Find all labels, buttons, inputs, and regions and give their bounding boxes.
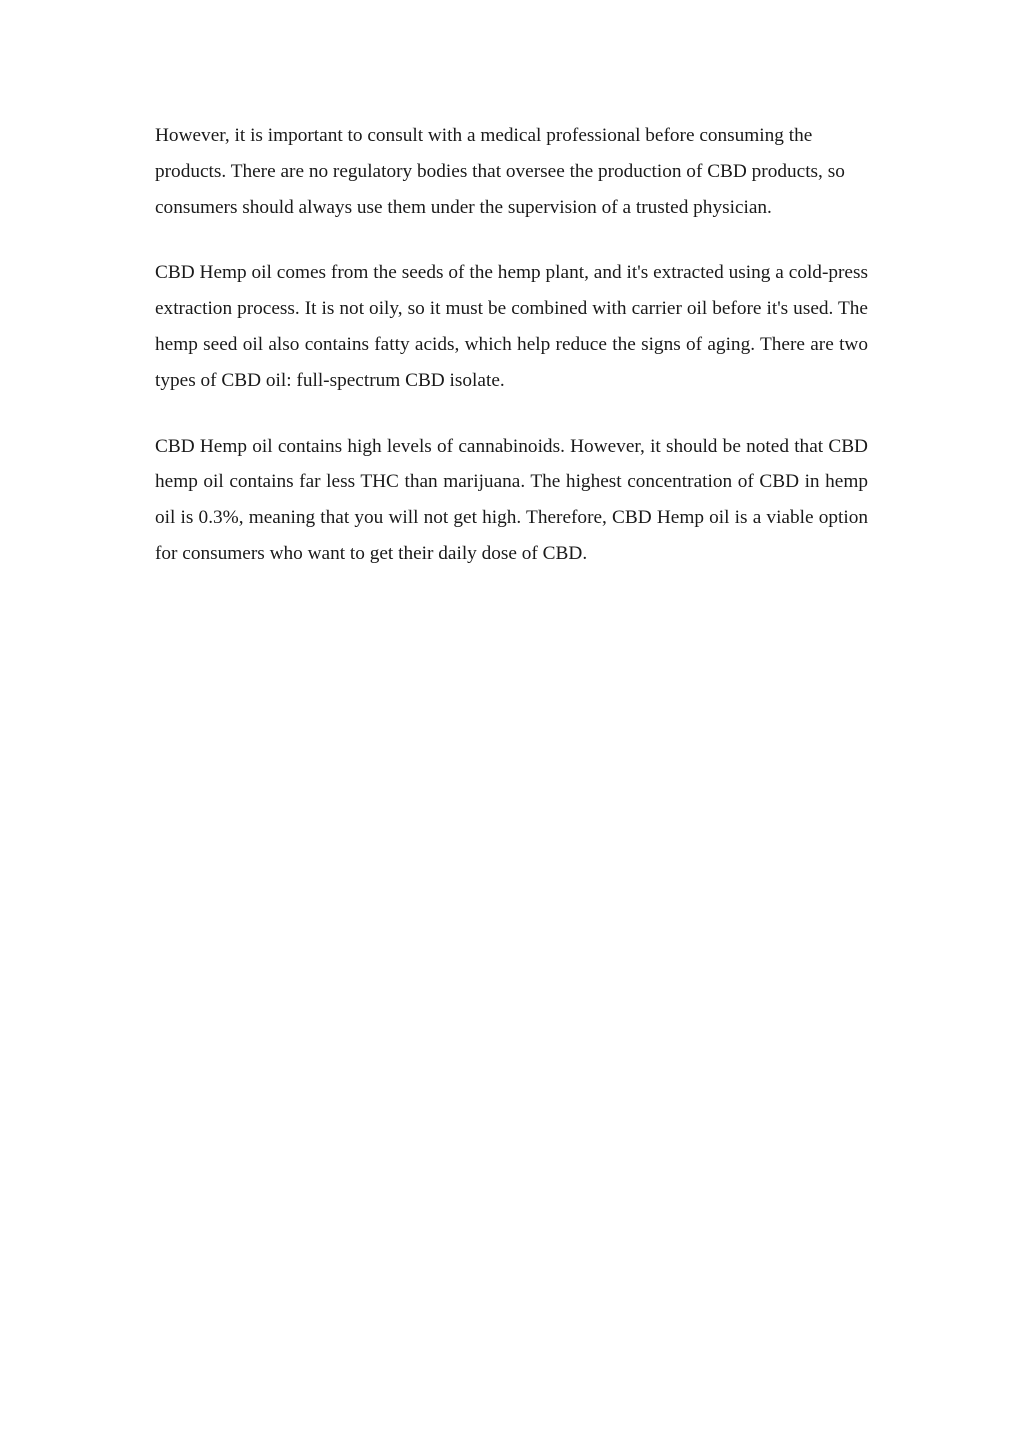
paragraph-cannabinoid-levels: CBD Hemp oil contains high levels of cannabinoids. However, it should be noted that CBD hemp oil contains far less THC than marijuana. The highest concentration of CBD in hemp oil is 0.3%, meaning that you will not get high. Therefore, CBD Hemp oil is a viable option for consumers who want to get their daily dose of CBD. bbox=[155, 435, 868, 564]
document-body bbox=[155, 118, 868, 602]
paragraph-hemp-oil-origin: CBD Hemp oil comes from the seeds of the hemp plant, and it's extracted using a cold-press extraction process. It is not oily, so it must be combined with carrier oil before it's used. The hemp seed oil also contains fatty acids, which help reduce the signs of aging. There are two types of CBD oil: full-spectrum CBD isolate. bbox=[155, 262, 868, 391]
paragraph-consult-professional: However, it is important to consult with a medical professional before consuming the products. There are no regulatory bodies that oversee the production of CBD products, so consumers should always use them under the supervision of a trusted physician. bbox=[155, 125, 845, 218]
